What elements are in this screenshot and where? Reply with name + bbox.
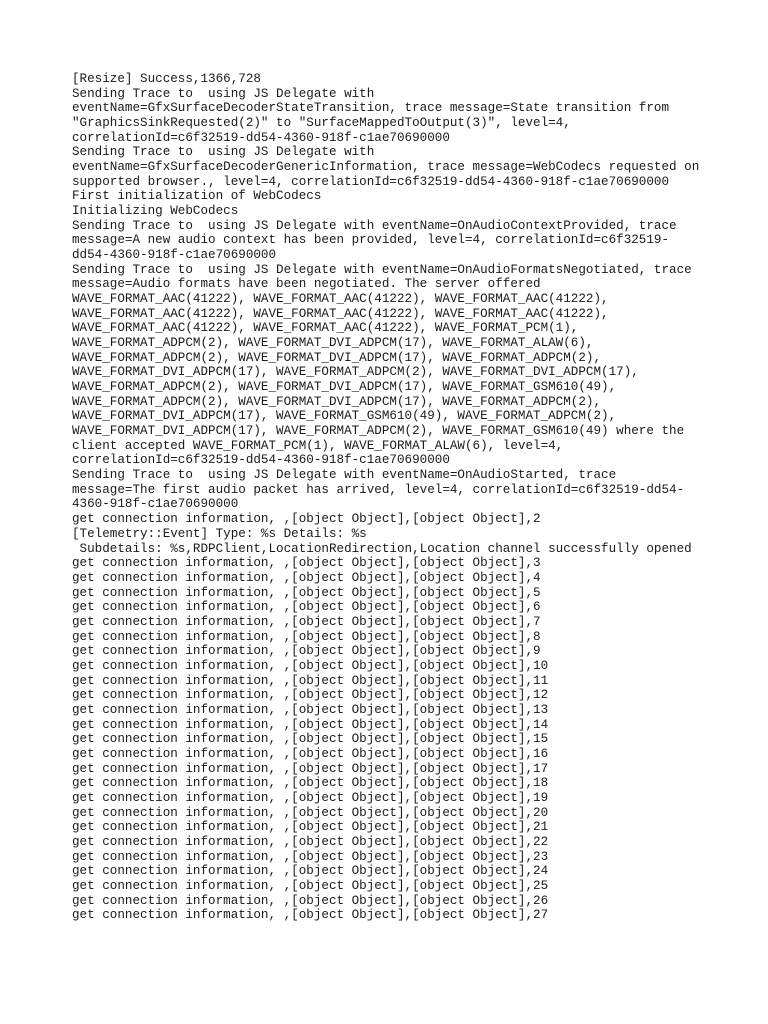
- log-line: get connection information, ,[object Object],[object Object],19: [72, 790, 549, 805]
- log-line: Subdetails: %s,RDPClient,LocationRedirection,Location channel successfully opened: [72, 541, 692, 556]
- log-line: [Resize] Success,1366,728: [72, 72, 261, 86]
- log-line: WAVE_FORMAT_DVI_ADPCM(17), WAVE_FORMAT_GSM610(49), WAVE_FORMAT_ADPCM(2),: [72, 409, 617, 424]
- log-line: message=Audio formats have been negotiated. The server offered: [72, 277, 541, 292]
- log-line: get connection information, ,[object Object],[object Object],4: [72, 570, 541, 585]
- log-line: Sending Trace to using JS Delegate with: [72, 145, 375, 160]
- log-line: get connection information, ,[object Object],[object Object],5: [72, 585, 541, 600]
- log-line: correlationId=c6f32519-dd54-4360-918f-c1ae70690000: [72, 130, 450, 145]
- log-line: "GraphicsSinkRequested(2)" to "SurfaceMappedToOutput(3)", level=4,: [72, 116, 571, 131]
- log-line: get connection information, ,[object Object],[object Object],8: [72, 629, 541, 644]
- log-line: WAVE_FORMAT_AAC(41222), WAVE_FORMAT_AAC(41222), WAVE_FORMAT_AAC(41222),: [72, 306, 609, 321]
- log-line: [Telemetry::Event] Type: %s Details: %s: [72, 526, 367, 541]
- log-line: client accepted WAVE_FORMAT_PCM(1), WAVE_FORMAT_ALAW(6), level=4,: [72, 438, 564, 453]
- log-line: get connection information, ,[object Object],[object Object],11: [72, 673, 549, 688]
- log-line: get connection information, ,[object Object],[object Object],15: [72, 732, 549, 747]
- log-line: get connection information, ,[object Object],[object Object],9: [72, 644, 541, 659]
- log-line: Initializing WebCodecs: [72, 204, 239, 219]
- log-line: get connection information, ,[object Object],[object Object],24: [72, 864, 549, 879]
- log-line: Sending Trace to using JS Delegate with eventName=OnAudioStarted, trace: [72, 468, 617, 483]
- log-line: get connection information, ,[object Object],[object Object],21: [72, 820, 549, 835]
- log-line: WAVE_FORMAT_ADPCM(2), WAVE_FORMAT_DVI_ADPCM(17), WAVE_FORMAT_ALAW(6),: [72, 336, 594, 351]
- log-line: WAVE_FORMAT_ADPCM(2), WAVE_FORMAT_DVI_ADPCM(17), WAVE_FORMAT_GSM610(49),: [72, 380, 617, 395]
- log-line: WAVE_FORMAT_DVI_ADPCM(17), WAVE_FORMAT_ADPCM(2), WAVE_FORMAT_DVI_ADPCM(17),: [72, 365, 639, 380]
- log-line: WAVE_FORMAT_AAC(41222), WAVE_FORMAT_AAC(41222), WAVE_FORMAT_PCM(1),: [72, 321, 579, 336]
- log-line: get connection information, ,[object Object],[object Object],10: [72, 658, 549, 673]
- log-line: Sending Trace to using JS Delegate with eventName=OnAudioContextProvided, trace: [72, 218, 677, 233]
- log-line: WAVE_FORMAT_ADPCM(2), WAVE_FORMAT_DVI_ADPCM(17), WAVE_FORMAT_ADPCM(2),: [72, 394, 602, 409]
- log-line: First initialization of WebCodecs: [72, 189, 322, 204]
- log-line: get connection information, ,[object Object],[object Object],7: [72, 614, 541, 629]
- log-line: get connection information, ,[object Object],[object Object],22: [72, 834, 549, 849]
- log-line: get connection information, ,[object Object],[object Object],13: [72, 702, 549, 717]
- log-line: get connection information, ,[object Object],[object Object],6: [72, 600, 541, 615]
- log-line: eventName=GfxSurfaceDecoderGenericInformation, trace message=WebCodecs requested on: [72, 160, 700, 175]
- log-line: message=The first audio packet has arrived, level=4, correlationId=c6f32519-dd54-: [72, 482, 685, 497]
- log-line: get connection information, ,[object Object],[object Object],16: [72, 746, 549, 761]
- log-line: get connection information, ,[object Object],[object Object],2: [72, 512, 541, 527]
- console-log-output: [72, 72, 712, 923]
- log-line: correlationId=c6f32519-dd54-4360-918f-c1ae70690000: [72, 453, 450, 468]
- log-line: Sending Trace to using JS Delegate with eventName=OnAudioFormatsNegotiated, trace: [72, 262, 692, 277]
- log-line: WAVE_FORMAT_AAC(41222), WAVE_FORMAT_AAC(41222), WAVE_FORMAT_AAC(41222),: [72, 292, 609, 307]
- log-line: Sending Trace to using JS Delegate with: [72, 86, 375, 101]
- log-line: get connection information, ,[object Object],[object Object],17: [72, 761, 549, 776]
- log-line: get connection information, ,[object Object],[object Object],23: [72, 849, 549, 864]
- log-line: supported browser., level=4, correlationId=c6f32519-dd54-4360-918f-c1ae70690000: [72, 174, 670, 189]
- log-line: WAVE_FORMAT_ADPCM(2), WAVE_FORMAT_DVI_ADPCM(17), WAVE_FORMAT_ADPCM(2),: [72, 350, 602, 365]
- log-line: get connection information, ,[object Object],[object Object],20: [72, 805, 549, 820]
- log-line: get connection information, ,[object Object],[object Object],27: [72, 908, 549, 923]
- log-line: eventName=GfxSurfaceDecoderStateTransition, trace message=State transition from: [72, 101, 670, 116]
- log-line: WAVE_FORMAT_DVI_ADPCM(17), WAVE_FORMAT_ADPCM(2), WAVE_FORMAT_GSM610(49) where the: [72, 424, 685, 439]
- log-line: 4360-918f-c1ae70690000: [72, 497, 239, 512]
- log-line: get connection information, ,[object Object],[object Object],3: [72, 556, 541, 571]
- log-line: get connection information, ,[object Object],[object Object],25: [72, 878, 549, 893]
- log-line: dd54-4360-918f-c1ae70690000: [72, 248, 277, 263]
- log-line: get connection information, ,[object Object],[object Object],14: [72, 717, 549, 732]
- log-line: get connection information, ,[object Object],[object Object],18: [72, 776, 549, 791]
- log-line: get connection information, ,[object Object],[object Object],26: [72, 893, 549, 908]
- log-line: get connection information, ,[object Object],[object Object],12: [72, 688, 549, 703]
- log-line: message=A new audio context has been provided, level=4, correlationId=c6f32519-: [72, 233, 670, 248]
